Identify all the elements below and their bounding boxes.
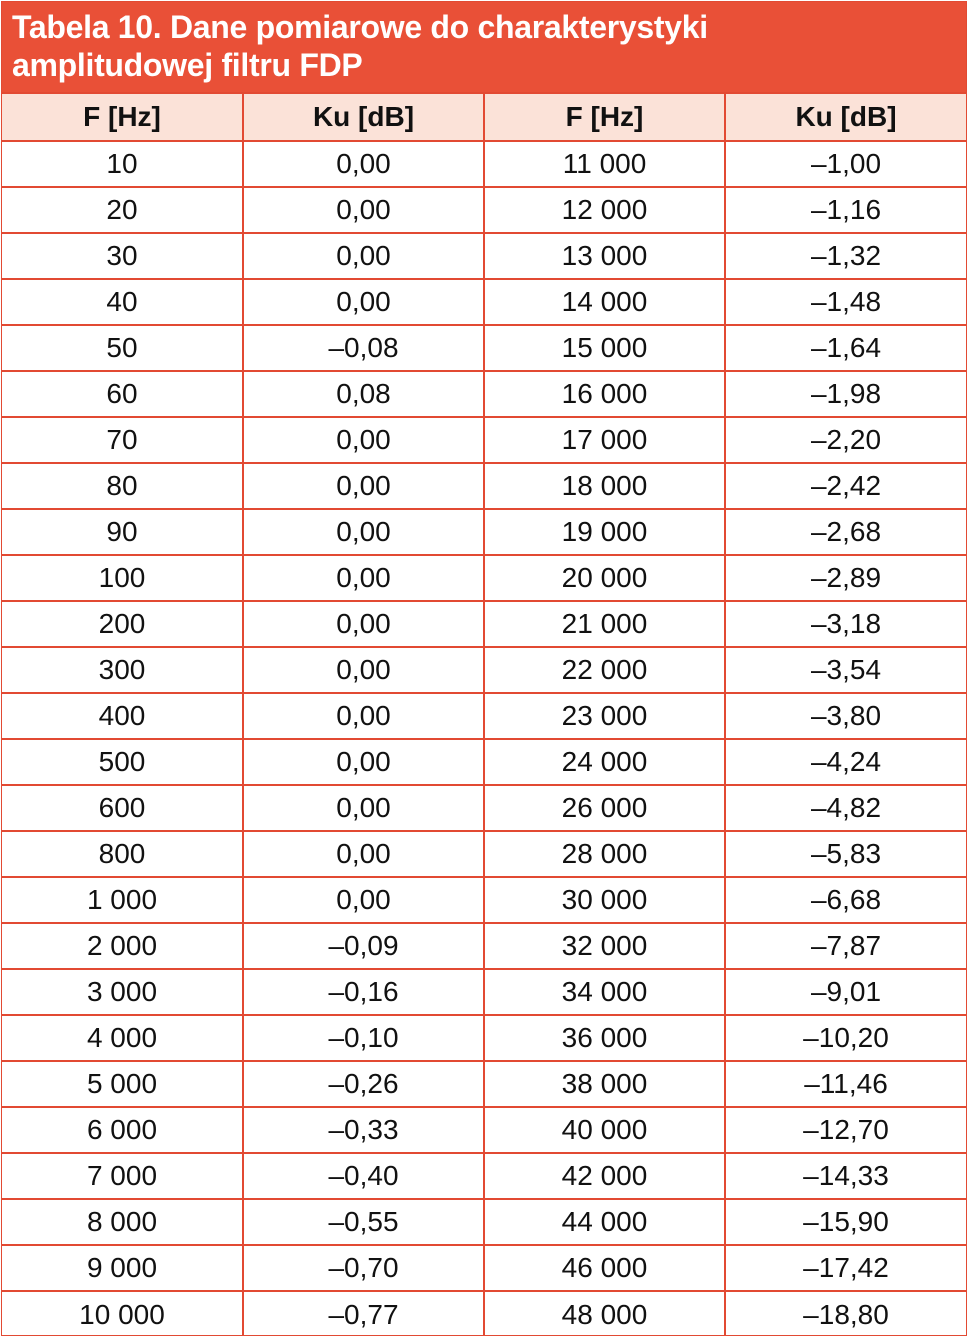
frequency-cell: 40 xyxy=(2,279,243,325)
frequency-cell: 8 000 xyxy=(2,1199,243,1245)
gain-cell: –15,90 xyxy=(725,1199,966,1245)
table-row xyxy=(2,831,966,877)
frequency-cell: 32 000 xyxy=(484,923,725,969)
gain-cell: 0,00 xyxy=(243,417,484,463)
frequency-cell: 20 000 xyxy=(484,555,725,601)
table-row xyxy=(2,141,966,187)
table-row xyxy=(2,1107,966,1153)
table-body xyxy=(2,141,966,1336)
gain-cell: 0,00 xyxy=(243,647,484,693)
frequency-cell: 70 xyxy=(2,417,243,463)
gain-cell: –3,80 xyxy=(725,693,966,739)
column-header: F [Hz] xyxy=(484,93,725,141)
gain-cell: –3,54 xyxy=(725,647,966,693)
frequency-cell: 16 000 xyxy=(484,371,725,417)
gain-cell: –0,09 xyxy=(243,923,484,969)
frequency-cell: 4 000 xyxy=(2,1015,243,1061)
gain-cell: –4,24 xyxy=(725,739,966,785)
frequency-cell: 36 000 xyxy=(484,1015,725,1061)
table-row xyxy=(2,693,966,739)
gain-cell: –0,08 xyxy=(243,325,484,371)
gain-cell: –1,48 xyxy=(725,279,966,325)
gain-cell: –10,20 xyxy=(725,1015,966,1061)
gain-cell: –1,00 xyxy=(725,141,966,187)
table-title-line-2: amplitudowej filtru FDP xyxy=(12,47,363,83)
gain-cell: –11,46 xyxy=(725,1061,966,1107)
frequency-cell: 11 000 xyxy=(484,141,725,187)
frequency-cell: 10 000 xyxy=(2,1291,243,1336)
column-header: F [Hz] xyxy=(2,93,243,141)
frequency-cell: 7 000 xyxy=(2,1153,243,1199)
frequency-cell: 12 000 xyxy=(484,187,725,233)
gain-cell: –14,33 xyxy=(725,1153,966,1199)
gain-cell: 0,00 xyxy=(243,785,484,831)
frequency-cell: 3 000 xyxy=(2,969,243,1015)
gain-cell: –2,42 xyxy=(725,463,966,509)
frequency-cell: 1 000 xyxy=(2,877,243,923)
gain-cell: 0,00 xyxy=(243,601,484,647)
table-row xyxy=(2,555,966,601)
table-row xyxy=(2,923,966,969)
table-row xyxy=(2,785,966,831)
table-row xyxy=(2,371,966,417)
gain-cell: –9,01 xyxy=(725,969,966,1015)
frequency-cell: 60 xyxy=(2,371,243,417)
gain-cell: –0,26 xyxy=(243,1061,484,1107)
gain-cell: –6,68 xyxy=(725,877,966,923)
table-row xyxy=(2,739,966,785)
frequency-cell: 18 000 xyxy=(484,463,725,509)
gain-cell: 0,00 xyxy=(243,509,484,555)
gain-cell: –1,16 xyxy=(725,187,966,233)
frequency-cell: 22 000 xyxy=(484,647,725,693)
gain-cell: –1,98 xyxy=(725,371,966,417)
gain-cell: –2,20 xyxy=(725,417,966,463)
gain-cell: 0,00 xyxy=(243,555,484,601)
frequency-cell: 50 xyxy=(2,325,243,371)
gain-cell: –4,82 xyxy=(725,785,966,831)
gain-cell: 0,00 xyxy=(243,831,484,877)
frequency-cell: 30 000 xyxy=(484,877,725,923)
frequency-cell: 10 xyxy=(2,141,243,187)
gain-cell: –0,77 xyxy=(243,1291,484,1336)
frequency-cell: 5 000 xyxy=(2,1061,243,1107)
table-row xyxy=(2,601,966,647)
frequency-cell: 19 000 xyxy=(484,509,725,555)
frequency-cell: 44 000 xyxy=(484,1199,725,1245)
frequency-cell: 90 xyxy=(2,509,243,555)
data-table xyxy=(2,92,966,1336)
frequency-cell: 300 xyxy=(2,647,243,693)
gain-cell: 0,00 xyxy=(243,739,484,785)
gain-cell: –7,87 xyxy=(725,923,966,969)
table-row xyxy=(2,233,966,279)
table-row xyxy=(2,647,966,693)
table-title-line-1: Tabela 10. Dane pomiarowe do charakterystyki xyxy=(12,9,708,45)
gain-cell: 0,08 xyxy=(243,371,484,417)
frequency-cell: 17 000 xyxy=(484,417,725,463)
frequency-cell: 26 000 xyxy=(484,785,725,831)
gain-cell: –12,70 xyxy=(725,1107,966,1153)
frequency-cell: 15 000 xyxy=(484,325,725,371)
table-row xyxy=(2,325,966,371)
table-row xyxy=(2,279,966,325)
gain-cell: 0,00 xyxy=(243,693,484,739)
frequency-cell: 80 xyxy=(2,463,243,509)
table-row xyxy=(2,463,966,509)
frequency-cell: 23 000 xyxy=(484,693,725,739)
frequency-cell: 48 000 xyxy=(484,1291,725,1336)
frequency-cell: 34 000 xyxy=(484,969,725,1015)
gain-cell: –0,40 xyxy=(243,1153,484,1199)
frequency-cell: 9 000 xyxy=(2,1245,243,1291)
frequency-cell: 6 000 xyxy=(2,1107,243,1153)
frequency-cell: 500 xyxy=(2,739,243,785)
header-row xyxy=(2,93,966,141)
gain-cell: –1,32 xyxy=(725,233,966,279)
gain-cell: –2,89 xyxy=(725,555,966,601)
frequency-cell: 13 000 xyxy=(484,233,725,279)
frequency-cell: 46 000 xyxy=(484,1245,725,1291)
frequency-cell: 38 000 xyxy=(484,1061,725,1107)
table-row xyxy=(2,509,966,555)
gain-cell: 0,00 xyxy=(243,141,484,187)
gain-cell: –2,68 xyxy=(725,509,966,555)
gain-cell: –0,10 xyxy=(243,1015,484,1061)
frequency-cell: 21 000 xyxy=(484,601,725,647)
table-row xyxy=(2,877,966,923)
table-row xyxy=(2,1015,966,1061)
frequency-cell: 14 000 xyxy=(484,279,725,325)
frequency-cell: 24 000 xyxy=(484,739,725,785)
gain-cell: –1,64 xyxy=(725,325,966,371)
table-row xyxy=(2,1153,966,1199)
table-row xyxy=(2,1245,966,1291)
frequency-cell: 30 xyxy=(2,233,243,279)
table-row xyxy=(2,1291,966,1336)
gain-cell: –0,16 xyxy=(243,969,484,1015)
gain-cell: 0,00 xyxy=(243,877,484,923)
table-row xyxy=(2,417,966,463)
frequency-cell: 100 xyxy=(2,555,243,601)
gain-cell: 0,00 xyxy=(243,463,484,509)
gain-cell: –18,80 xyxy=(803,1298,889,1330)
gain-cell: –0,70 xyxy=(243,1245,484,1291)
frequency-cell: 800 xyxy=(2,831,243,877)
gain-cell: –0,33 xyxy=(243,1107,484,1153)
column-header: Ku [dB] xyxy=(725,93,966,141)
column-header: Ku [dB] xyxy=(243,93,484,141)
gain-cell: –5,83 xyxy=(725,831,966,877)
frequency-cell: 600 xyxy=(2,785,243,831)
table-row xyxy=(2,969,966,1015)
table-row xyxy=(2,1199,966,1245)
table-row xyxy=(2,1061,966,1107)
gain-cell: 0,00 xyxy=(243,279,484,325)
gain-cell: 0,00 xyxy=(243,187,484,233)
gain-cell: –3,18 xyxy=(725,601,966,647)
frequency-cell: 2 000 xyxy=(2,923,243,969)
frequency-cell: 20 xyxy=(2,187,243,233)
table-row xyxy=(2,187,966,233)
gain-cell: –17,42 xyxy=(725,1245,966,1291)
frequency-cell: 42 000 xyxy=(484,1153,725,1199)
gain-cell: –0,55 xyxy=(243,1199,484,1245)
frequency-cell: 200 xyxy=(2,601,243,647)
frequency-cell: 28 000 xyxy=(484,831,725,877)
frequency-cell: 40 000 xyxy=(484,1107,725,1153)
gain-cell: 0,00 xyxy=(243,233,484,279)
measurement-table xyxy=(1,1,967,1336)
frequency-cell: 400 xyxy=(2,693,243,739)
table-title xyxy=(2,2,966,92)
